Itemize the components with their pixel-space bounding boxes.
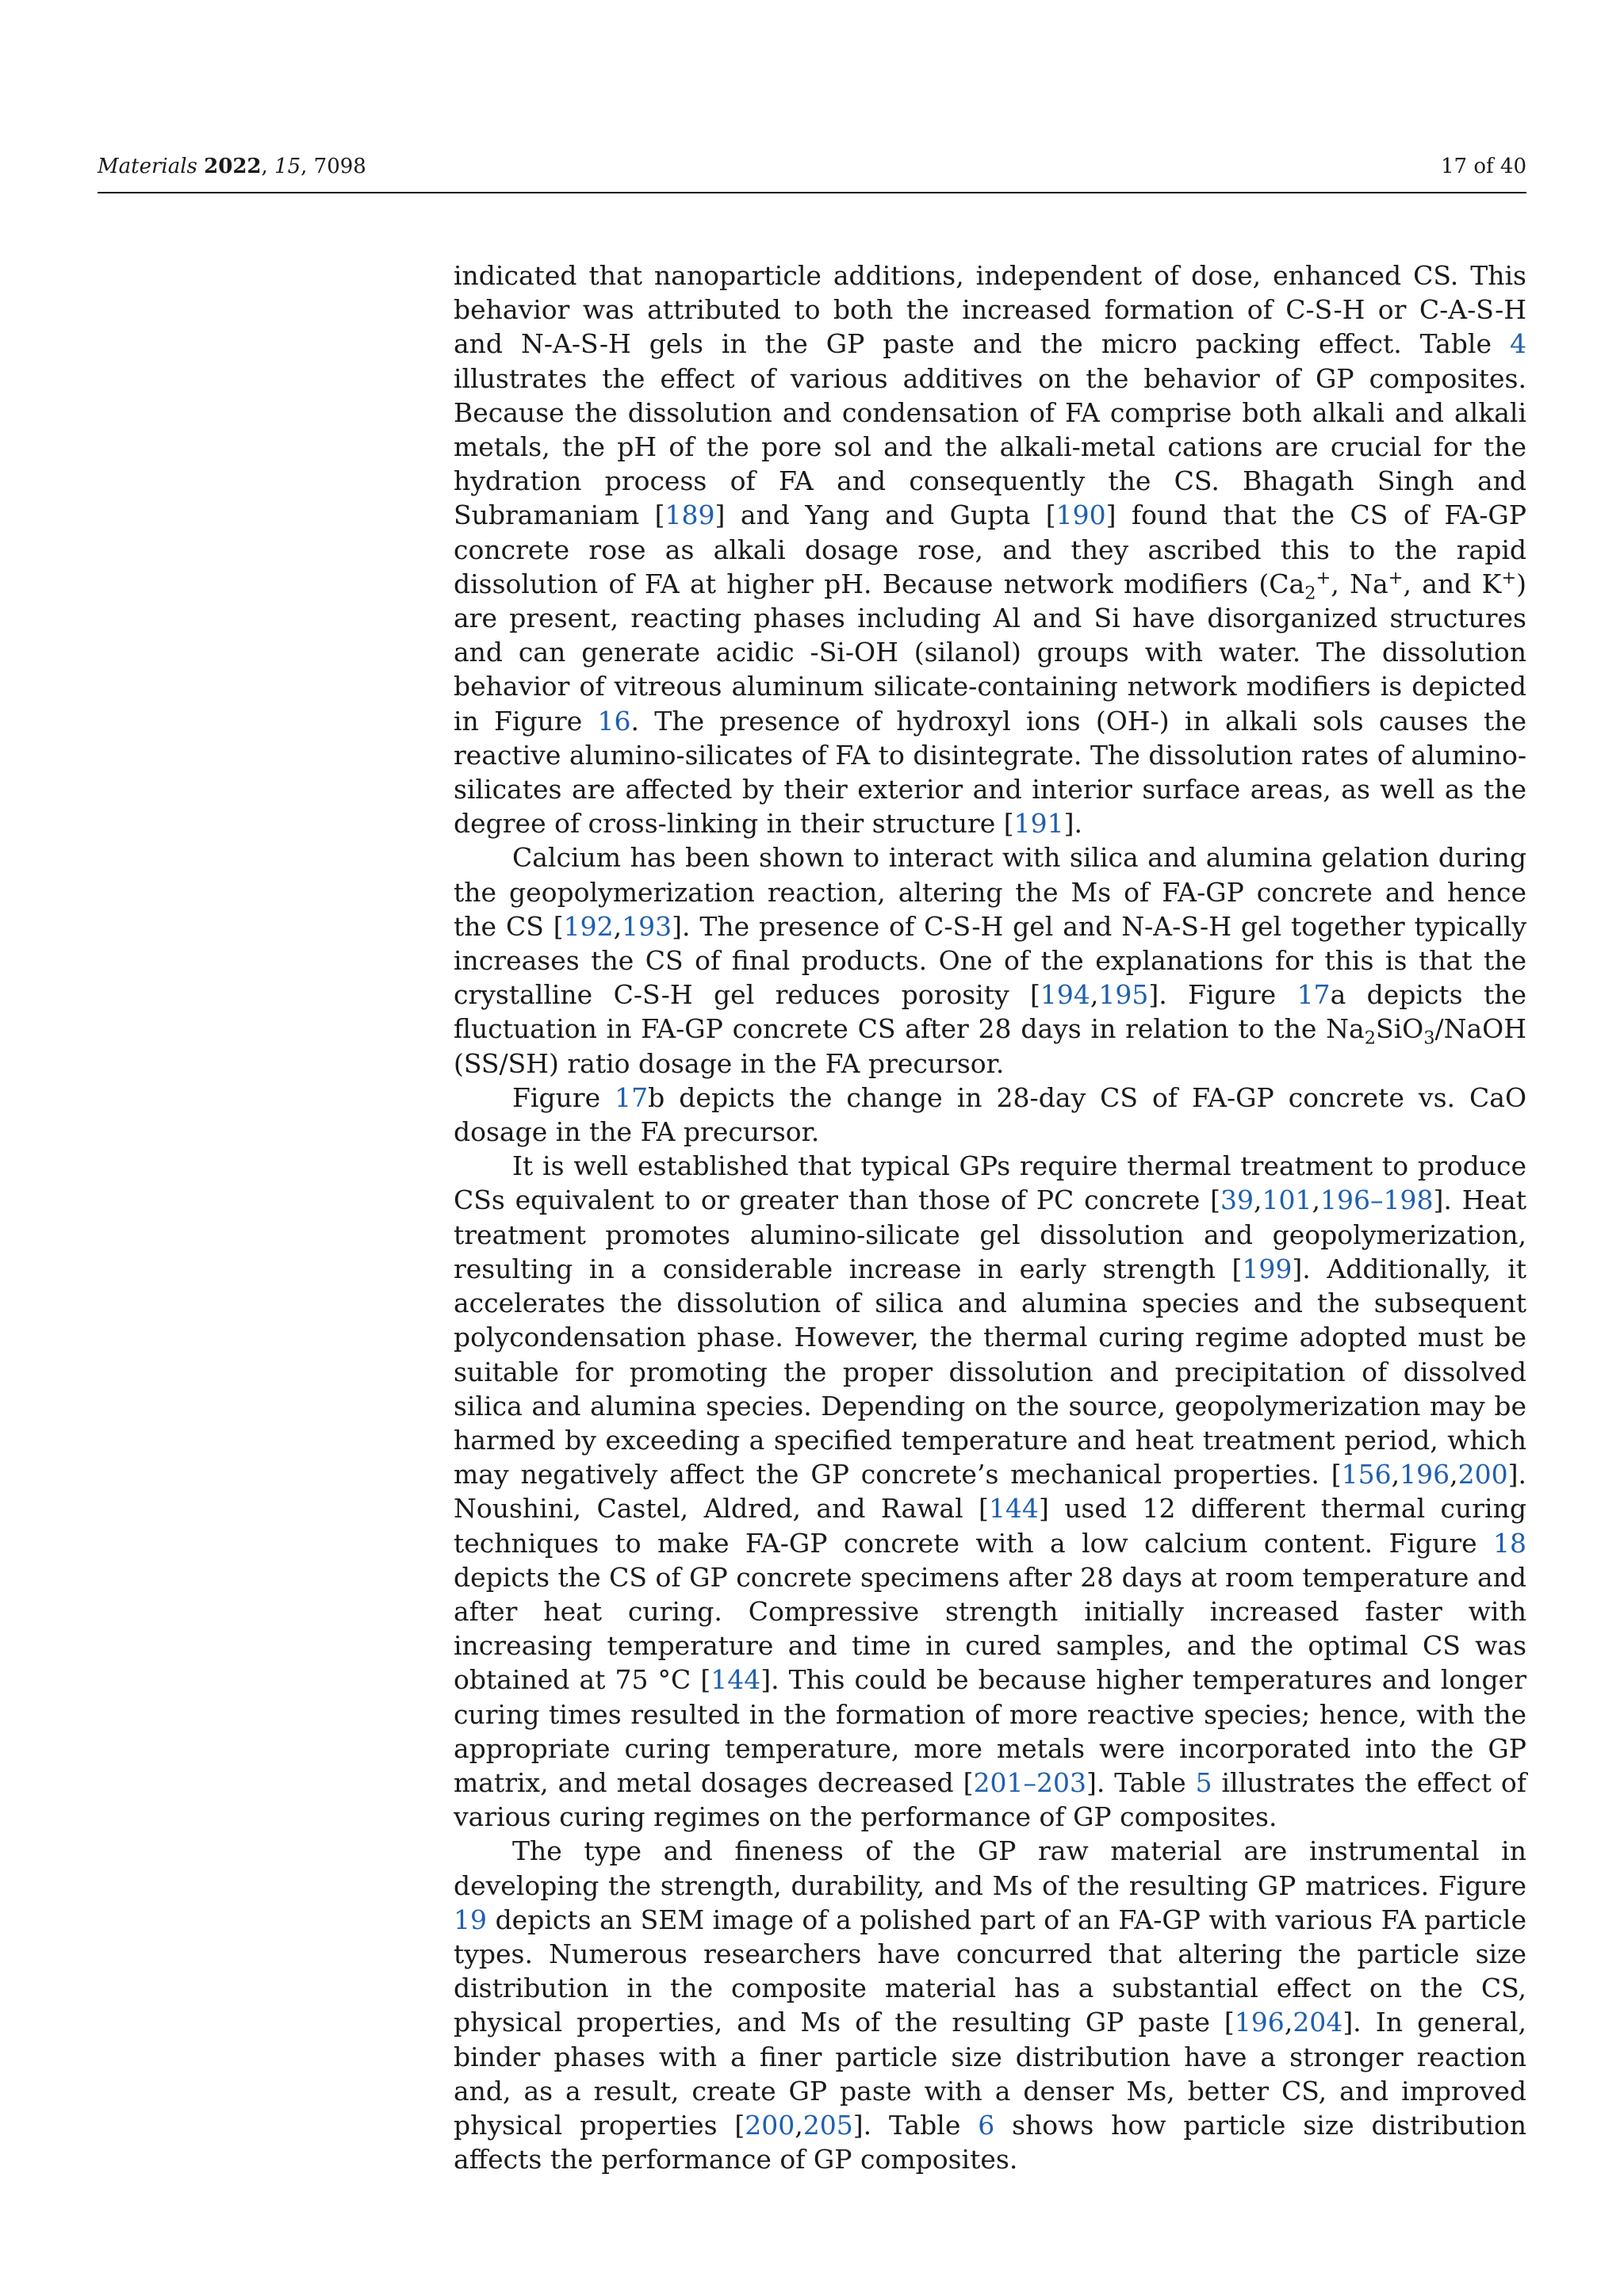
citation-link[interactable]: 205 xyxy=(802,2109,853,2141)
page-number: 17 of 40 xyxy=(1441,155,1526,178)
citation-link[interactable]: 144 xyxy=(988,1493,1039,1525)
journal-volume: 15 xyxy=(274,155,301,178)
citation-link[interactable]: 190 xyxy=(1055,499,1106,531)
table-link[interactable]: 5 xyxy=(1195,1766,1212,1798)
citation-link[interactable]: 101 xyxy=(1262,1184,1312,1216)
citation-link[interactable]: 144 xyxy=(710,1664,761,1696)
figure-link[interactable]: 17 xyxy=(1297,979,1331,1011)
figure-link[interactable]: 17 xyxy=(615,1081,649,1113)
citation-link[interactable]: 189 xyxy=(665,499,715,531)
paragraph-3: Figure 17b depicts the change in 28-day CS of FA-GP concrete vs. CaO dosage in the FA precursor. xyxy=(454,1081,1526,1148)
paragraph-2: Calcium has been shown to interact with silica and alumina gelation during the geopolymerization reaction, altering the Ms of FA-GP concrete and hence the CS [192,193]. The presence of C-S-H gel and N-A-S-H gel together typically increases the CS of final products. One of the explanations for this is that the crystalline C-S-H gel reduces porosity [194,195]. Figure 17a depicts the fluctuation in FA-GP concrete CS after 28 days in relation to the $Na_2SiO_3$/NaOH (SS/SH) ratio dosage in the FA precursor. xyxy=(454,842,1526,1079)
citation-link[interactable]: 196 xyxy=(1400,1459,1450,1490)
citation-link[interactable]: 200 xyxy=(1457,1459,1508,1490)
running-header xyxy=(98,151,1526,182)
figure-link[interactable]: 19 xyxy=(454,1904,487,1935)
citation-link[interactable]: 196 xyxy=(1234,2007,1285,2038)
citation-link[interactable]: 200 xyxy=(745,2109,795,2141)
citation-link[interactable]: 195 xyxy=(1098,979,1149,1011)
figure-link[interactable]: 18 xyxy=(1493,1527,1526,1559)
article-body xyxy=(454,258,1526,2176)
citation-link[interactable]: 192 xyxy=(563,910,614,942)
citation-link[interactable]: 39 xyxy=(1220,1184,1254,1216)
citation-link[interactable]: 199 xyxy=(1242,1253,1293,1284)
table-link[interactable]: 6 xyxy=(978,2109,995,2141)
citation-link[interactable]: 196–198 xyxy=(1320,1184,1434,1216)
citation-link[interactable]: 191 xyxy=(1013,808,1064,840)
journal-year: 2022 xyxy=(204,155,262,178)
citation-link[interactable]: 193 xyxy=(622,910,672,942)
paragraph-4: It is well established that typical GPs require thermal treatment to produce CSs equivalent to or greater than those of PC concrete [39,101,196–198]. Heat treatment promotes alumino-silicate gel dissolution and geopolymerization, resulting in a considerable increase in early strength [199]. Additionally, it accelerates the dissolution of silica and alumina species and the subsequent polycondensation phase. However, the thermal curing regime adopted must be suitable for promoting the proper dissolution and precipitation of dissolved silica and alumina species. Depending on the source, geopolymerization may be harmed by exceeding a specified temperature and heat treatment period, which may negatively affect the GP concrete’s mechanical properties. [156,196,200]. Noushini, Castel, Aldred, and Rawal [144] used 12 different thermal curing techniques to make FA-GP concrete with a low calcium content. Figure 18 depicts the CS of GP concrete specimens after 28 days at room temperature and after heat curing. Compressive strength initially increased faster with increasing temperature and time in cured samples, and the optimal CS was obtained at 75 °C [144]. This could be because higher temperatures and longer curing times resulted in the formation of more reactive species; hence, with the appropriate curing temperature, more metals were incorporated into the GP matrix, and metal dosages decreased [201–203]. Table 5 illustrates the effect of various curing regimes on the performance of GP composites. xyxy=(454,1150,1526,1833)
journal-citation: Materials 2022, 15, 7098 xyxy=(98,155,366,178)
header-rule xyxy=(98,192,1526,193)
citation-link[interactable]: 156 xyxy=(1341,1459,1392,1490)
table-link[interactable]: 4 xyxy=(1510,328,1526,360)
journal-name: Materials xyxy=(98,155,197,178)
figure-link[interactable]: 16 xyxy=(597,705,631,737)
citation-link[interactable]: 204 xyxy=(1293,2007,1343,2038)
paragraph-1: indicated that nanoparticle additions, independent of dose, enhanced CS. This behavior was attributed to both the increased formation of C-S-H or C-A-S-H and N-A-S-H gels in the GP paste and the micro packing effect. Table 4 illustrates the effect of various additives on the behavior of GP composites. Because the dissolution and condensation of FA comprise both alkali and alkali metals, the pH of the pore sol and the alkali-metal cations are crucial for the hydration process of FA and consequently the CS. Bhagath Singh and Subramaniam [189] and Yang and Gupta [190] found that the CS of FA-GP concrete rose as alkali dosage rose, and they ascribed this to the rapid dissolution of FA at higher pH. Because network modifiers ($Ca_2^+$, Na+, and K+) are present, reacting phases including Al and Si have disorganized structures and can generate acidic -Si-OH (silanol) groups with water. The dissolution behavior of vitreous aluminum silicate-containing network modifiers is depicted in Figure 16. The presence of hydroxyl ions (OH-) in alkali sols causes the reactive alumino-silicates of FA to disintegrate. The dissolution rates of alumino-silicates are affected by their exterior and interior surface areas, as well as the degree of cross-linking in their structure [191]. xyxy=(454,260,1527,840)
citation-link[interactable]: 201–203 xyxy=(973,1766,1086,1798)
citation-link[interactable]: 194 xyxy=(1040,979,1090,1011)
article-number: , 7098 xyxy=(301,155,366,178)
paragraph-5: The type and fineness of the GP raw material are instrumental in developing the strength, durability, and Ms of the resulting GP matrices. Figure 19 depicts an SEM image of a polished part of an FA-GP with various FA particle types. Numerous researchers have concurred that altering the particle size distribution in the composite material has a substantial effect on the CS, physical properties, and Ms of the resulting GP paste [196,204]. In general, binder phases with a finer particle size distribution have a stronger reaction and, as a result, create GP paste with a denser Ms, better CS, and improved physical properties [200,205]. Table 6 shows how particle size distribution affects the performance of GP composites. xyxy=(454,1835,1527,2175)
